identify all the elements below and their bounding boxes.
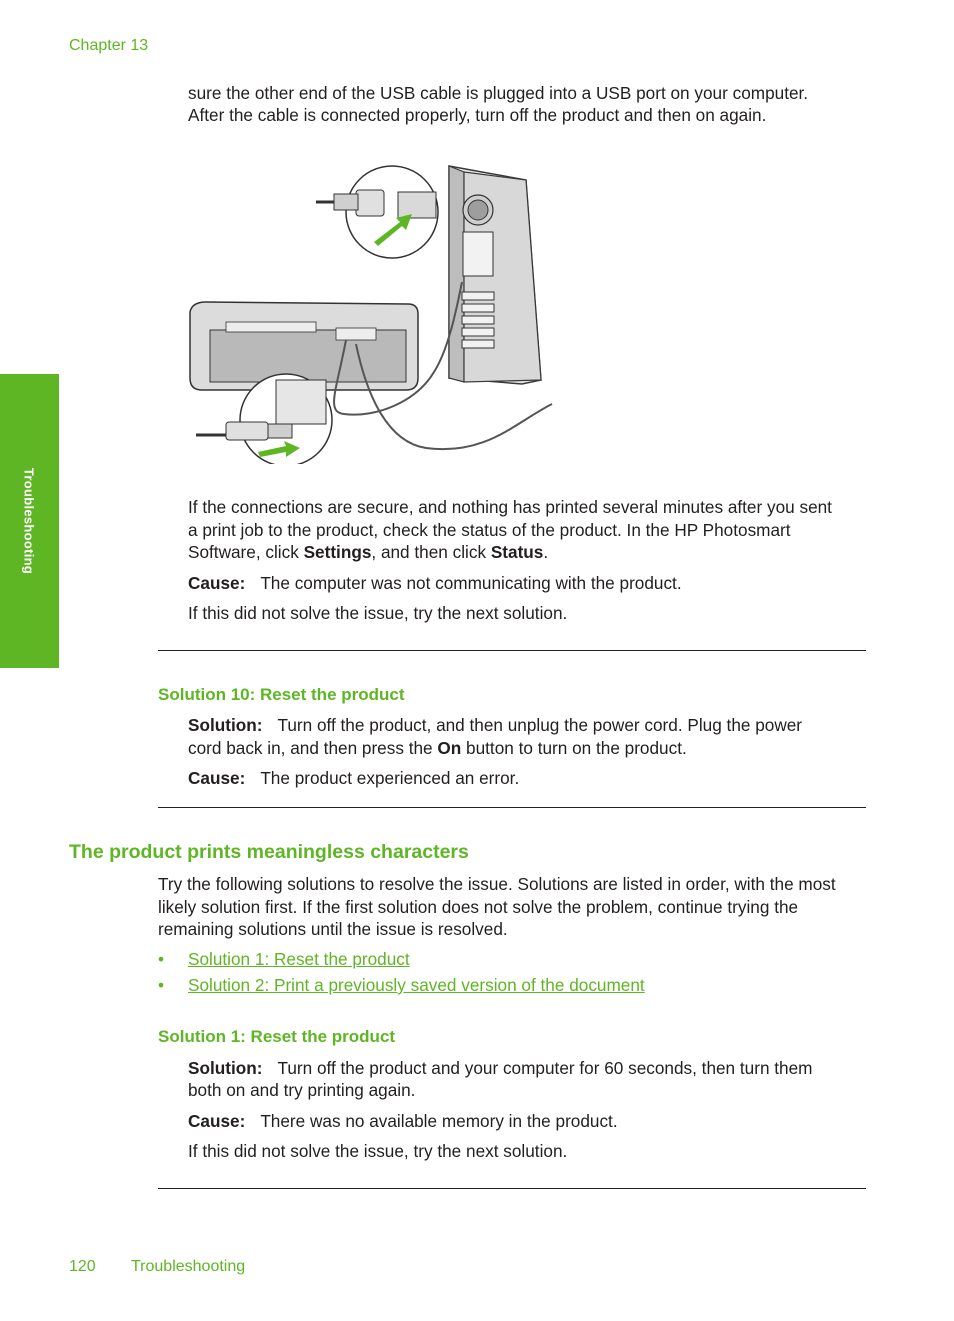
intro-line-1: sure the other end of the USB cable is plugged into a USB port on your computer. bbox=[188, 83, 809, 103]
status-line-1: If the connections are secure, and nothing has printed several minutes after you sent bbox=[188, 497, 832, 517]
page-number: 120 bbox=[69, 1258, 96, 1275]
next-solution-note: If this did not solve the issue, try the next solution. bbox=[188, 603, 568, 623]
solution-10-line-1: Solution: Turn off the product, and then unplug the power cord. Plug the power bbox=[188, 715, 803, 735]
cause-sol10: Cause: The product experienced an error. bbox=[188, 768, 520, 788]
solution-10-line-2: cord back in, and then press the On button to turn on the product. bbox=[188, 738, 687, 758]
solution-1-line-2: both on and try printing again. bbox=[188, 1080, 416, 1100]
divider bbox=[158, 650, 866, 651]
on-term: On bbox=[437, 738, 462, 758]
status-line-3: Software, click Settings, and then click Status. bbox=[188, 542, 549, 562]
status-term: Status bbox=[490, 542, 544, 562]
computer-port-zoom bbox=[316, 166, 438, 258]
printer bbox=[190, 302, 418, 390]
footer-section: Troubleshooting bbox=[131, 1258, 246, 1275]
link-solution-1[interactable]: Solution 1: Reset the product bbox=[188, 949, 410, 969]
side-tab-label: Troubleshooting bbox=[21, 467, 37, 575]
computer-tower bbox=[449, 166, 541, 384]
solution-1-line-1: Solution: Turn off the product and your computer for 60 seconds, then turn them bbox=[188, 1058, 813, 1078]
link-solution-2[interactable]: Solution 2: Print a previously saved version of the document bbox=[188, 975, 645, 995]
settings-term: Settings bbox=[303, 542, 372, 562]
side-tab bbox=[0, 374, 59, 668]
solution-1-heading: Solution 1: Reset the product bbox=[158, 1027, 396, 1046]
bullet: • bbox=[158, 949, 165, 969]
section-heading: The product prints meaningless characters bbox=[69, 841, 469, 863]
section-line-2: likely solution first. If the first solution does not solve the problem, continue trying the bbox=[158, 897, 799, 917]
next-solution-note: If this did not solve the issue, try the next solution. bbox=[188, 1141, 568, 1161]
solution-10-heading: Solution 10: Reset the product bbox=[158, 685, 405, 704]
divider bbox=[158, 1188, 866, 1189]
status-line-2: a print job to the product, check the status of the product. In the HP Photosmart bbox=[188, 520, 791, 540]
section-line-3: remaining solutions until the issue is resolved. bbox=[158, 919, 508, 939]
section-line-1: Try the following solutions to resolve the issue. Solutions are listed in order, with the most bbox=[158, 874, 836, 894]
intro-line-2: After the cable is connected properly, turn off the product and then on again. bbox=[188, 105, 767, 125]
divider bbox=[158, 807, 866, 808]
chapter-label: Chapter 13 bbox=[69, 37, 149, 54]
usb-connection-illustration bbox=[186, 152, 558, 464]
bullet: • bbox=[158, 975, 165, 995]
cause-s1: Cause: There was no available memory in the product. bbox=[188, 1111, 618, 1131]
cause-sol9: Cause: The computer was not communicating with the product. bbox=[188, 573, 682, 593]
usb-illustration-icon bbox=[186, 152, 558, 464]
